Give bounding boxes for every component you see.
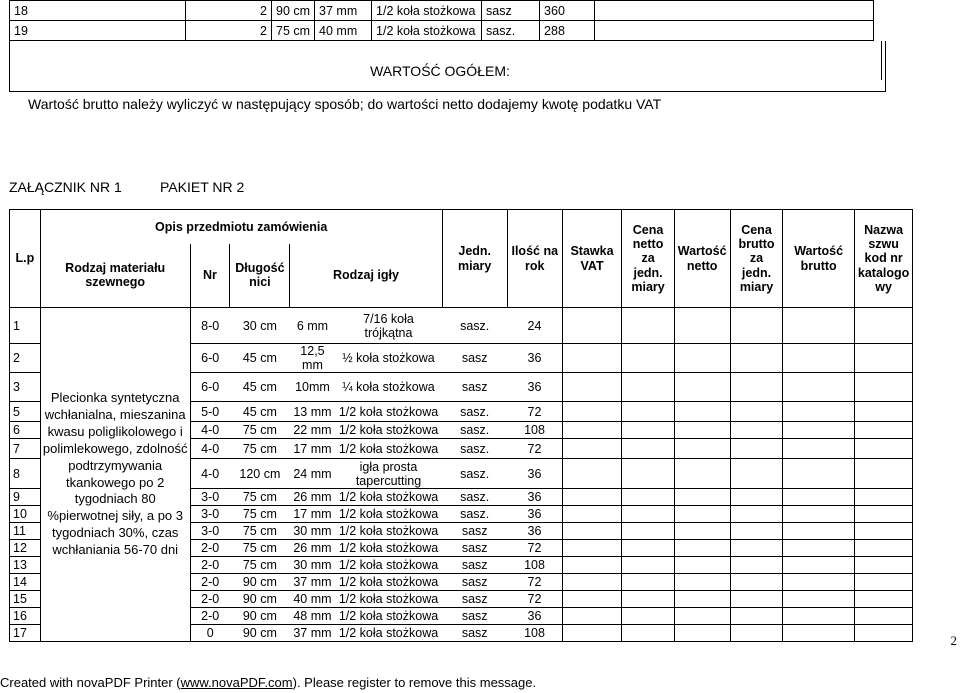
cell-stawka [562,557,622,574]
cell-ilosc: 288 [540,21,595,41]
cell-igla-rodzaj: 1/2 koła stożkowa [335,608,442,625]
cell-lp: 9 [10,489,41,506]
cell-ilosc: 36 [507,523,562,540]
cell-cena-netto [622,344,674,373]
cell-dlugosc: 75 cm [230,540,290,557]
cell-wartosc-brutto [783,489,855,506]
cell-nazwa [854,489,912,506]
cell-wartosc-netto [674,591,730,608]
cell-nr: 6-0 [190,373,230,402]
cell-wartosc-brutto [783,422,855,439]
cell-wartosc-netto [674,373,730,402]
footer-suffix: ). Please register to remove this message. [292,675,537,690]
cell-ilosc: 36 [507,344,562,373]
cell-igla-rodzaj: 1/2 koła stożkowa [335,574,442,591]
cell-wartosc-brutto [783,557,855,574]
cell-lp: 6 [10,422,41,439]
cell-cena-brutto [730,574,783,591]
header-rodzaj-igly: Rodzaj igły [290,244,442,308]
cell-dlugosc: 45 cm [230,402,290,422]
cell-wartosc-brutto [783,625,855,642]
cell-wartosc-netto [674,489,730,506]
cell-igla-rodzaj: 1/2 koła stożkowa [335,557,442,574]
cell-dlugosc: 75 cm [230,506,290,523]
cell-dlugosc: 30 cm [230,308,290,344]
cell-dlugosc: 90 cm [272,1,315,21]
cell-ilosc: 36 [507,608,562,625]
cell-jedn: sasz [442,344,507,373]
cell-stawka [562,591,622,608]
cell-igla-rozmiar: 13 mm [290,402,335,422]
cell-wartosc-brutto [783,344,855,373]
header-dlugosc: Długość nici [230,244,290,308]
cell-nazwa [854,344,912,373]
cell-cena-netto [622,540,674,557]
cell-nazwa [854,625,912,642]
cell-lp: 16 [10,608,41,625]
cell-igla-rozmiar: 17 mm [290,506,335,523]
cell-cena-netto [622,574,674,591]
cell-cena-brutto [730,557,783,574]
cell-ig1: 37 mm [315,1,372,21]
cell-stawka [562,608,622,625]
cell-ilosc: 24 [507,308,562,344]
cell-dlugosc: 45 cm [230,344,290,373]
cell-cena-brutto [730,591,783,608]
cell-lp: 2 [10,344,41,373]
cell-ilosc: 36 [507,373,562,402]
cell-wartosc-brutto [783,402,855,422]
cell-cena-netto [622,608,674,625]
cell-nr: 4-0 [190,422,230,439]
cell-dlugosc: 75 cm [230,422,290,439]
cell-ilosc: 360 [540,1,595,21]
cell-lp: 5 [10,402,41,422]
cell-wartosc-netto [674,557,730,574]
cell-jedn: sasz [442,557,507,574]
cell-cena-netto [622,523,674,540]
cell-cena-brutto [730,439,783,459]
cell-igla-rozmiar: 24 mm [290,459,335,489]
cell-lp: 3 [10,373,41,402]
cell-stawka [562,625,622,642]
cell-cena-brutto [730,506,783,523]
cell-cena-netto [622,422,674,439]
cell-jedn: sasz. [442,489,507,506]
header-opis: Opis przedmiotu zamówienia [40,210,442,244]
cell-jedn: sasz. [442,422,507,439]
cell-wartosc-brutto [783,591,855,608]
cell-cena-netto [622,591,674,608]
cell-stawka [562,308,622,344]
material-cell [40,308,190,642]
cell-nr: 2 [186,21,272,41]
cell-dlugosc: 75 cm [230,557,290,574]
cell-cena-netto [622,625,674,642]
cell-nazwa [854,439,912,459]
header-wartosc-netto: Wartość netto [674,210,730,308]
cell-igla-rodzaj: 1/2 koła stożkowa [335,591,442,608]
cell-cena-brutto [730,625,783,642]
cell-lp: 7 [10,439,41,459]
cell-wartosc-netto [674,506,730,523]
cell-stawka [562,574,622,591]
cell-igla-rodzaj: 1/2 koła stożkowa [335,489,442,506]
header-cena-netto: Cena netto za jedn. miary [622,210,674,308]
cell-igla-rodzaj: 1/2 koła stożkowa [335,523,442,540]
cell-dlugosc: 75 cm [230,523,290,540]
cell-igla-rozmiar: 48 mm [290,608,335,625]
footer-link[interactable]: www.novaPDF.com [180,675,293,690]
cell-stawka [562,489,622,506]
cell-igla-rodzaj: igła prosta tapercutting [335,459,442,489]
cell-igla-rozmiar: 26 mm [290,540,335,557]
cell-nazwa [854,308,912,344]
cell-wartosc-netto [674,523,730,540]
cell-empty [595,1,874,21]
cell-igla-rozmiar: 40 mm [290,591,335,608]
cell-nazwa [854,422,912,439]
cell-nazwa [854,557,912,574]
cell-wartosc-netto [674,540,730,557]
cell-wartosc-brutto [783,439,855,459]
header-cena-brutto: Cena brutto za jedn. miary [730,210,783,308]
cell-igla-rozmiar: 37 mm [290,625,335,642]
cell-nr: 4-0 [190,439,230,459]
cell-ilosc: 108 [507,557,562,574]
cell-stawka [562,402,622,422]
cell-jedn: sasz. [442,506,507,523]
cell-ilosc: 72 [507,591,562,608]
cell-igla-rozmiar: 17 mm [290,439,335,459]
cell-wartosc-netto [674,402,730,422]
watermark-footer [0,675,536,690]
cell-igla-rodzaj: ¼ koła stożkowa [335,373,442,402]
cell-nr: 2 [186,1,272,21]
cell-lp: 14 [10,574,41,591]
cell-nazwa [854,540,912,557]
cell-ilosc: 72 [507,540,562,557]
cell-jedn: sasz [442,608,507,625]
cell-empty [595,21,874,41]
attachment-label: ZAŁĄCZNIK NR 1 [9,179,122,195]
cell-nr: 8-0 [190,308,230,344]
cell-wartosc-brutto [783,608,855,625]
cell-cena-netto [622,439,674,459]
cell-dlugosc: 75 cm [272,21,315,41]
cell-jedn: sasz. [442,402,507,422]
cell-dlugosc: 90 cm [230,608,290,625]
cell-nr: 2-0 [190,557,230,574]
cell-lp: 17 [10,625,41,642]
cell-nr: 2-0 [190,608,230,625]
cell-jedn: sasz [442,574,507,591]
cell-lp: 18 [10,1,186,21]
cell-lp: 13 [10,557,41,574]
cell-nr: 4-0 [190,459,230,489]
cell-dlugosc: 120 cm [230,459,290,489]
cell-wartosc-brutto [783,373,855,402]
cell-dlugosc: 75 cm [230,439,290,459]
cell-igla-rozmiar: 10mm [290,373,335,402]
cell-igla-rozmiar: 22 mm [290,422,335,439]
cell-nazwa [854,591,912,608]
cell-wartosc-netto [674,625,730,642]
cell-igla-rodzaj: ½ koła stożkowa [335,344,442,373]
order-table [9,209,960,642]
cell-ilosc: 72 [507,402,562,422]
cell-nr: 6-0 [190,344,230,373]
cell-stawka [562,373,622,402]
cell-wartosc-netto [674,439,730,459]
summary-title: WARTOŚĆ OGÓŁEM: [370,63,510,79]
cell-jedn: sasz [442,625,507,642]
cell-nr: 3-0 [190,523,230,540]
cell-nr: 2-0 [190,540,230,557]
cell-lp: 10 [10,506,41,523]
cell-nr: 2-0 [190,574,230,591]
cell-wartosc-netto [674,344,730,373]
cell-wartosc-brutto [783,540,855,557]
cell-nazwa [854,373,912,402]
cell-stawka [562,540,622,557]
cell-wartosc-brutto [783,459,855,489]
package-label: PAKIET NR 2 [160,179,245,195]
cell-cena-brutto [730,489,783,506]
cell-ilosc: 36 [507,506,562,523]
cell-jm: sasz. [482,21,540,41]
cell-ilosc: 36 [507,489,562,506]
header-lp: L.p [10,210,41,308]
cell-nr: 3-0 [190,506,230,523]
cell-cena-netto [622,308,674,344]
header-wartosc-brutto: Wartość brutto [783,210,855,308]
cell-nazwa [854,574,912,591]
cell-jedn: sasz. [442,439,507,459]
header-jedn: Jedn. miary [442,210,507,308]
cell-igla-rodzaj: 1/2 koła stożkowa [335,506,442,523]
material-description: Plecionka syntetyczna wchłanialna, mieszanina kwasu poliglikolowego i polimlekowego, zdolność podtrzymywania tkankowego po 2 tygodniach 80 %pierwotnej siły, a po 3 tygodniach 30%, czas wchłaniania 56-70 dni [42,390,188,558]
cell-ilosc: 72 [507,574,562,591]
cell-cena-netto [622,489,674,506]
cell-jm: sasz [482,1,540,21]
cell-nazwa [854,402,912,422]
cell-dlugosc: 90 cm [230,625,290,642]
cell-nr: 0 [190,625,230,642]
cell-ilosc: 108 [507,625,562,642]
cell-cena-netto [622,557,674,574]
cell-igla-rozmiar: 30 mm [290,557,335,574]
summary-divider [881,41,882,80]
cell-lp: 12 [10,540,41,557]
cell-wartosc-netto [674,459,730,489]
page-number: 2 [950,633,957,648]
cell-jedn: sasz. [442,459,507,489]
cell-cena-brutto [730,308,783,344]
cell-dlugosc: 75 cm [230,489,290,506]
cell-igla-rodzaj: 1/2 koła stożkowa [335,625,442,642]
cell-igla-rozmiar: 37 mm [290,574,335,591]
cell-ilosc: 36 [507,459,562,489]
cell-cena-brutto [730,608,783,625]
cell-igla-rodzaj: 1/2 koła stożkowa [335,439,442,459]
cell-cena-brutto [730,422,783,439]
cell-igla-rodzaj: 7/16 koła trójkątna [335,308,442,344]
cell-wartosc-netto [674,574,730,591]
cell-jedn: sasz [442,540,507,557]
cell-wartosc-netto [674,608,730,625]
cell-jedn: sasz [442,591,507,608]
header-nr: Nr [190,244,230,308]
header-stawka: Stawka VAT [562,210,622,308]
cell-cena-brutto [730,344,783,373]
header-ilosc: Ilość na rok [507,210,562,308]
cell-ig1: 40 mm [315,21,372,41]
continuation-row [10,1,874,21]
cell-nazwa [854,608,912,625]
cell-cena-brutto [730,373,783,402]
header-nazwa: Nazwa szwu kod nr katalogo wy [854,210,912,308]
cell-igla-rozmiar: 30 mm [290,523,335,540]
cell-stawka [562,439,622,459]
cell-nazwa [854,523,912,540]
cell-ig2: 1/2 koła stożkowa [372,1,482,21]
cell-stawka [562,459,622,489]
continuation-table [9,0,874,41]
cell-wartosc-brutto [783,308,855,344]
cell-ig2: 1/2 koła stożkowa [372,21,482,41]
footer-prefix: Created with novaPDF Printer ( [0,675,181,690]
cell-igla-rodzaj: 1/2 koła stożkowa [335,540,442,557]
cell-cena-brutto [730,402,783,422]
cell-nr: 2-0 [190,591,230,608]
cell-lp: 11 [10,523,41,540]
cell-cena-brutto [730,523,783,540]
cell-stawka [562,422,622,439]
cell-wartosc-netto [674,308,730,344]
cell-stawka [562,344,622,373]
cell-wartosc-brutto [783,574,855,591]
cell-nazwa [854,459,912,489]
cell-wartosc-netto [674,422,730,439]
cell-cena-netto [622,373,674,402]
cell-cena-netto [622,459,674,489]
cell-stawka [562,523,622,540]
cell-jedn: sasz [442,523,507,540]
cell-lp: 8 [10,459,41,489]
cell-jedn: sasz. [442,308,507,344]
cell-lp: 19 [10,21,186,41]
cell-nr: 5-0 [190,402,230,422]
cell-cena-brutto [730,459,783,489]
cell-jedn: sasz [442,373,507,402]
cell-lp: 15 [10,591,41,608]
cell-stawka [562,506,622,523]
cell-igla-rozmiar: 26 mm [290,489,335,506]
cell-dlugosc: 90 cm [230,591,290,608]
cell-wartosc-brutto [783,506,855,523]
cell-dlugosc: 45 cm [230,373,290,402]
cell-cena-brutto [730,540,783,557]
cell-cena-netto [622,506,674,523]
cell-igla-rozmiar: 12,5 mm [290,344,335,373]
cell-dlugosc: 90 cm [230,574,290,591]
cell-igla-rodzaj: 1/2 koła stożkowa [335,422,442,439]
cell-nr: 3-0 [190,489,230,506]
brutto-note: Wartość brutto należy wyliczyć w następujący sposób; do wartości netto dodajemy kwotę podatku VAT [28,96,662,112]
table-row [10,308,960,344]
cell-igla-rozmiar: 6 mm [290,308,335,344]
continuation-row [10,21,874,41]
cell-igla-rodzaj: 1/2 koła stożkowa [335,402,442,422]
cell-wartosc-brutto [783,523,855,540]
cell-nazwa [854,506,912,523]
cell-ilosc: 108 [507,422,562,439]
header-rodzaj-materialu: Rodzaj materiału szewnego [40,244,190,308]
cell-lp: 1 [10,308,41,344]
cell-cena-netto [622,402,674,422]
cell-ilosc: 72 [507,439,562,459]
